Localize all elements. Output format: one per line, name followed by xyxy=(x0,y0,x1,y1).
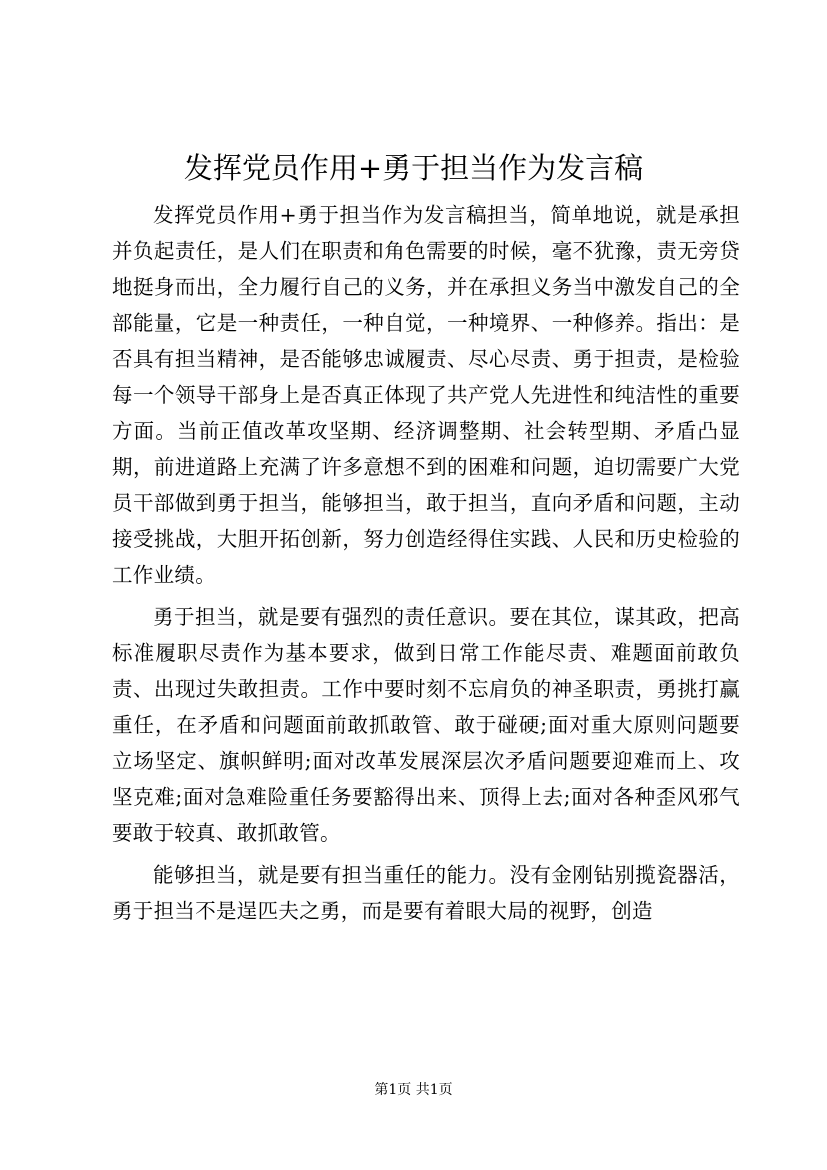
paragraph-3: 能够担当，就是要有担当重任的能力。没有金刚钻别揽瓷器活，勇于担当不是逞匹夫之勇，而是要有着眼大局的视野，创造 xyxy=(112,863,740,923)
paragraph-2: 勇于担当，就是要有强烈的责任意识。要在其位，谋其政，把高标准履职尽责作为基本要求，做到日常工作能尽责、难题面前敢负责、出现过失敢担责。工作中要时刻不忘肩负的神圣职责，勇挑打赢重任，在矛盾和问题面前敢抓敢管、敢于碰硬;面对重大原则问题要立场坚定、旗帜鲜明;面对改革发展深层次矛盾问题要迎难而上、攻坚克难;面对急难险重任务要豁得出来、顶得上去;面对各种歪风邪气要敢于较真、敢抓敢管。 xyxy=(112,605,740,845)
paragraph-1: 发挥党员作用+勇于担当作为发言稿担当，简单地说，就是承担并负起责任，是人们在职责和角色需要的时候，毫不犹豫，责无旁贷地挺身而出，全力履行自己的义务，并在承担义务当中激发自己的全部能量，它是一种责任，一种自觉，一种境界、一种修养。指出：是否具有担当精神，是否能够忠诚履责、尽心尽责、勇于担责，是检验每一个领导干部身上是否真正体现了共产党人先进性和纯洁性的重要方面。当前正值改革攻坚期、经济调整期、社会转型期、矛盾凸显期，前进道路上充满了许多意想不到的困难和问题，迫切需要广大党员干部做到勇于担当，能够担当，敢于担当，直向矛盾和问题，主动接受挑战，大胆开拓创新，努力创造经得住实践、人民和历史检验的工作业绩。 xyxy=(112,203,740,587)
page-number-footer: 第1页 共1页 xyxy=(374,1082,453,1098)
document-body xyxy=(112,197,740,929)
document-title: 发挥党员作用+勇于担当作为发言稿 xyxy=(183,151,644,185)
